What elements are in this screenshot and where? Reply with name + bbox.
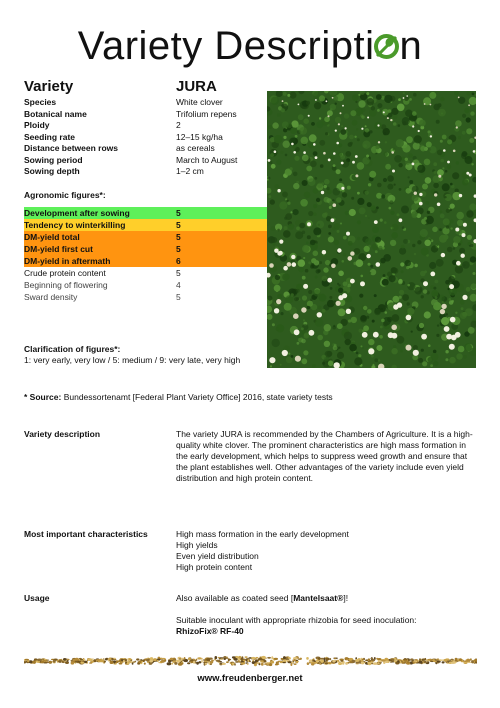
characteristic-item: Even yield distribution — [176, 551, 259, 561]
characteristics-label: Most important characteristics — [24, 529, 148, 539]
spec-row — [24, 97, 264, 109]
usage-mantelsaat: Mantelsaat® — [293, 593, 344, 603]
agronomic-title: Agronomic figures*: — [24, 190, 106, 200]
seed-strip-divider — [24, 654, 477, 668]
agronomic-key: Crude protein content — [24, 268, 106, 278]
spec-key: Species — [24, 97, 57, 107]
clarification-title: Clarification of figures*: — [24, 344, 121, 354]
agronomic-key: Tendency to winterkilling — [24, 220, 126, 230]
agronomic-key: DM-yield total — [24, 232, 80, 242]
usage-rhizofix: RhizoFix® RF-40 — [176, 626, 244, 636]
spec-value: 1–2 cm — [176, 166, 204, 176]
usage-line-rhizofix — [176, 626, 474, 637]
agronomic-row — [24, 279, 268, 291]
agronomic-value: 5 — [176, 244, 181, 254]
agronomic-key: Beginning of flowering — [24, 280, 108, 290]
variety-description-label: Variety description — [24, 429, 101, 439]
spec-value: Trifolium repens — [176, 108, 237, 119]
agronomic-value: 5 — [176, 292, 181, 302]
variety-label: Variety — [24, 78, 74, 95]
clarification-text: 1: very early, very low / 5: medium / 9: very late, very high — [24, 355, 241, 365]
spec-table — [24, 97, 264, 178]
usage-line-inoculant: Suitable inoculant with appropriate rhizobia for seed inoculation: — [176, 615, 417, 625]
spec-value: 12–15 kg/ha — [176, 131, 223, 142]
spec-key: Distance between rows — [24, 143, 119, 153]
source-label: * Source: — [24, 392, 62, 402]
spec-row — [24, 166, 264, 178]
agronomic-key: DM-yield first cut — [24, 244, 93, 254]
agronomic-row — [24, 291, 268, 303]
clover-field-photo — [267, 91, 476, 368]
usage-label: Usage — [24, 593, 50, 603]
agronomic-row — [24, 243, 268, 255]
variety-value: JURA — [176, 78, 217, 95]
title-text-start: Variety Descripti — [77, 24, 375, 68]
variety-description-text: The variety JURA is recommended by the Chambers of Agriculture. It is a high-quality white clover. The prominent characteristics are high mass formation in the early development, which helps to suppress weed growth and ensure that the plant establishes well. Other advantages of the variety include even yield distribution and high protein content. — [176, 429, 473, 483]
agronomic-table — [24, 207, 268, 303]
spec-row — [24, 143, 264, 155]
spec-key: Botanical name — [24, 108, 87, 119]
usage-line1-suffix: ]! — [343, 593, 349, 603]
usage-text — [176, 593, 474, 637]
source-text: Bundessortenamt [Federal Plant Variety Office] 2016, state variety tests — [61, 392, 333, 402]
characteristic-item: High protein content — [176, 562, 253, 572]
spec-row — [24, 120, 264, 132]
agronomic-row — [24, 267, 268, 279]
source-note — [24, 392, 333, 402]
usage-line-coated-seed — [176, 593, 474, 604]
spec-row — [24, 109, 264, 121]
spec-value: White clover — [176, 97, 223, 107]
agronomic-value: 6 — [176, 256, 181, 266]
spec-value: as cereals — [176, 143, 215, 153]
spec-value: March to August — [176, 154, 238, 165]
page-title — [0, 22, 500, 70]
characteristics-list — [176, 529, 474, 573]
agronomic-key: Sward density — [24, 292, 78, 302]
title-text-end: n — [399, 24, 423, 68]
characteristic-item: High mass formation in the early development — [176, 529, 349, 539]
agronomic-row — [24, 219, 268, 231]
website-link[interactable]: www.freudenberger.net — [197, 673, 303, 684]
spec-key: Ploidy — [24, 120, 50, 130]
agronomic-value: 5 — [176, 268, 181, 278]
agronomic-value: 5 — [176, 232, 181, 242]
spec-value: 2 — [176, 120, 181, 130]
spec-key: Sowing period — [24, 154, 83, 165]
characteristic-item: High yields — [176, 540, 218, 550]
spec-key: Seeding rate — [24, 131, 76, 142]
agronomic-row — [24, 231, 268, 243]
agronomic-value: 5 — [176, 208, 181, 218]
agronomic-value: 5 — [176, 220, 181, 230]
spec-row — [24, 132, 264, 144]
agronomic-row — [24, 255, 268, 267]
spec-key: Sowing depth — [24, 166, 80, 176]
usage-line1-prefix: Also available as coated seed [ — [176, 593, 294, 603]
agronomic-key: Development after sowing — [24, 208, 130, 218]
spec-row — [24, 155, 264, 167]
leaf-o-icon — [373, 23, 400, 50]
agronomic-key: DM-yield in aftermath — [24, 256, 111, 266]
agronomic-value: 4 — [176, 280, 181, 290]
agronomic-row — [24, 207, 268, 219]
